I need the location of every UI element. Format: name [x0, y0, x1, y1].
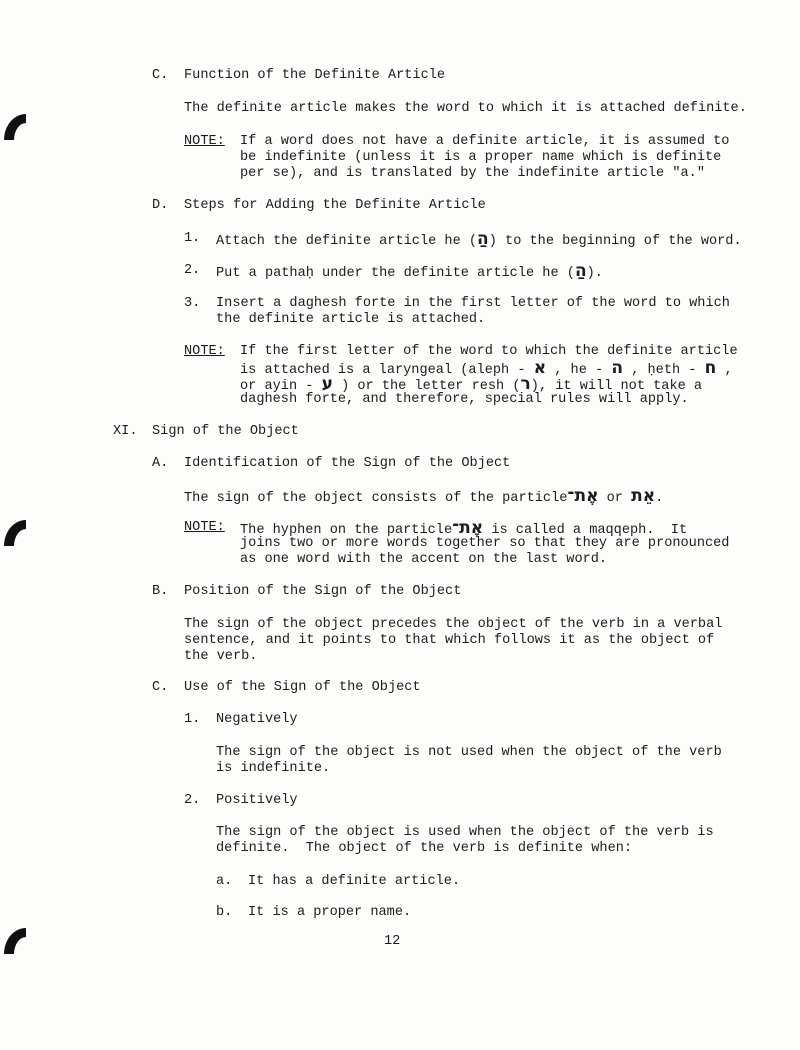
hebrew-et-maqqeph: אֶת־ [567, 486, 599, 506]
sub-b-text: It is a proper name. [248, 905, 412, 920]
subsection-a-note-label: NOTE: [184, 520, 225, 535]
section-d-note-line: daghesh forte, and therefore, special rules will apply. [240, 392, 689, 407]
item-1-title: Negatively [216, 712, 298, 727]
step-1-text: Attach the definite article he (הַ) to the beginning of the word. [216, 229, 742, 249]
hebrew-heth: ח [704, 358, 717, 378]
subsection-b-line: sentence, and it points to that which follows it as the object of [184, 633, 715, 648]
item-1-number: 1. [184, 712, 201, 727]
section-d-note-line: is attached is a laryngeal (aleph - א , he - ה , ḥeth - ח , [240, 358, 733, 378]
item-2-title: Positively [216, 793, 298, 808]
subsection-a-title: Identification of the Sign of the Object [184, 456, 511, 471]
hebrew-he: הַ [574, 261, 587, 281]
subsection-b-title: Position of the Sign of the Object [184, 584, 462, 599]
subsection-a-note-line: The hyphen on the particleאֶת־ is called a maqqeph. It [240, 518, 688, 538]
hebrew-aleph: א [533, 358, 547, 378]
page-number: 12 [384, 934, 401, 949]
section-c-note-line: per se), and is translated by the indefinite article "a." [240, 166, 705, 181]
item-2-line: definite. The object of the verb is definite when: [216, 841, 633, 856]
section-d-title: Steps for Adding the Definite Article [184, 198, 486, 213]
subsection-b-line: The sign of the object precedes the object of the verb in a verbal [184, 617, 723, 632]
section-xi-title: Sign of the Object [152, 424, 299, 439]
subsection-c-label: C. [152, 680, 169, 695]
punch-hole-middle [4, 520, 26, 546]
item-1-line: The sign of the object is not used when the object of the verb [216, 745, 722, 760]
step-3-number: 3. [184, 296, 201, 311]
item-2-number: 2. [184, 793, 201, 808]
subsection-b-label: B. [152, 584, 169, 599]
step-3-line: Insert a daghesh forte in the first letter of the word to which [216, 296, 730, 311]
step-3-line: the definite article is attached. [216, 312, 486, 327]
subsection-a-label: A. [152, 456, 169, 471]
hebrew-he: הַ [477, 229, 489, 249]
section-c-title: Function of the Definite Article [184, 68, 446, 83]
hebrew-ayin: ע [321, 374, 333, 394]
step-2-text: Put a pathaḥ under the definite article he (הַ). [216, 261, 603, 281]
section-c-body: The definite article makes the word to which it is attached definite. [184, 101, 747, 116]
section-d-note-label: NOTE: [184, 344, 225, 359]
section-d-note-line: or ayin - ע ) or the letter resh (ר), it will not take a [240, 374, 703, 394]
step-1-number: 1. [184, 231, 201, 246]
punch-hole-bottom [4, 928, 26, 954]
step-2-number: 2. [184, 263, 201, 278]
hebrew-et: אֵת [631, 486, 656, 506]
subsection-a-note-line: as one word with the accent on the last word. [240, 552, 608, 567]
hebrew-et-maqqeph: אֶת־ [452, 518, 484, 538]
section-d-label: D. [152, 198, 169, 213]
subsection-b-line: the verb. [184, 649, 258, 664]
subsection-a-body: The sign of the object consists of the particleאֶת־ or אֵת. [184, 486, 664, 506]
item-2-line: The sign of the object is used when the object of the verb is [216, 825, 714, 840]
subsection-c-title: Use of the Sign of the Object [184, 680, 421, 695]
sub-b-label: b. [216, 905, 233, 920]
item-1-line: is indefinite. [216, 761, 331, 776]
section-c-note-label: NOTE: [184, 134, 225, 149]
hebrew-resh: ר [520, 374, 531, 394]
hebrew-he: ה [611, 358, 624, 378]
section-c-label: C. [152, 68, 169, 83]
punch-hole-top [4, 114, 26, 140]
sub-a-text: It has a definite article. [248, 874, 461, 889]
section-xi-label: XI. [113, 424, 138, 439]
sub-a-label: a. [216, 874, 233, 889]
subsection-a-note-line: joins two or more words together so that they are pronounced [240, 536, 730, 551]
section-d-note-line: If the first letter of the word to which the definite article [240, 344, 738, 359]
section-c-note-line: be indefinite (unless it is a proper name which is definite [240, 150, 722, 165]
section-c-note-line: If a word does not have a definite article, it is assumed to [240, 134, 730, 149]
